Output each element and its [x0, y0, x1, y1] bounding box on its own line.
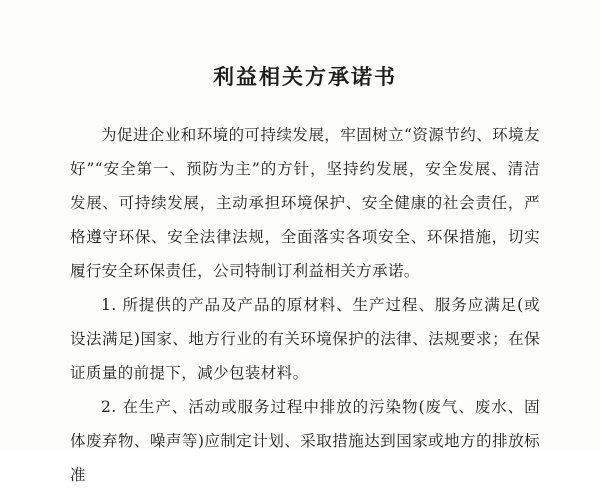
- document-body: [70, 0, 540, 484]
- paragraph-item-1: 1. 所提供的产品及产品的原材料、生产过程、服务应满足(或设法满足)国家、地方行业的有关环境保护的法律、法规要求；在保证质量的前提下，减少包装材料。: [70, 296, 540, 382]
- paragraph-item-2: 2. 在生产、活动或服务过程中排放的污染物(废气、废水、固体废弃物、噪声等)应制定计划、采取措施达到国家或地方的排放标准: [70, 398, 540, 484]
- document-title: 利益相关方承诺书: [213, 64, 397, 89]
- paragraph-intro: 为促进企业和环境的可持续发展，牢固树立“资源节约、环境友好”“安全第一、预防为主”的方针，坚持约发展，安全发展、清洁发展、可持续发展，主动承担环境保护、安全健康的社会责任，严格遵守环保、安全法律法规，全面落实各项安全、环保措施，切实履行安全环保责任，公司特制订利益相关方承诺。: [70, 126, 540, 280]
